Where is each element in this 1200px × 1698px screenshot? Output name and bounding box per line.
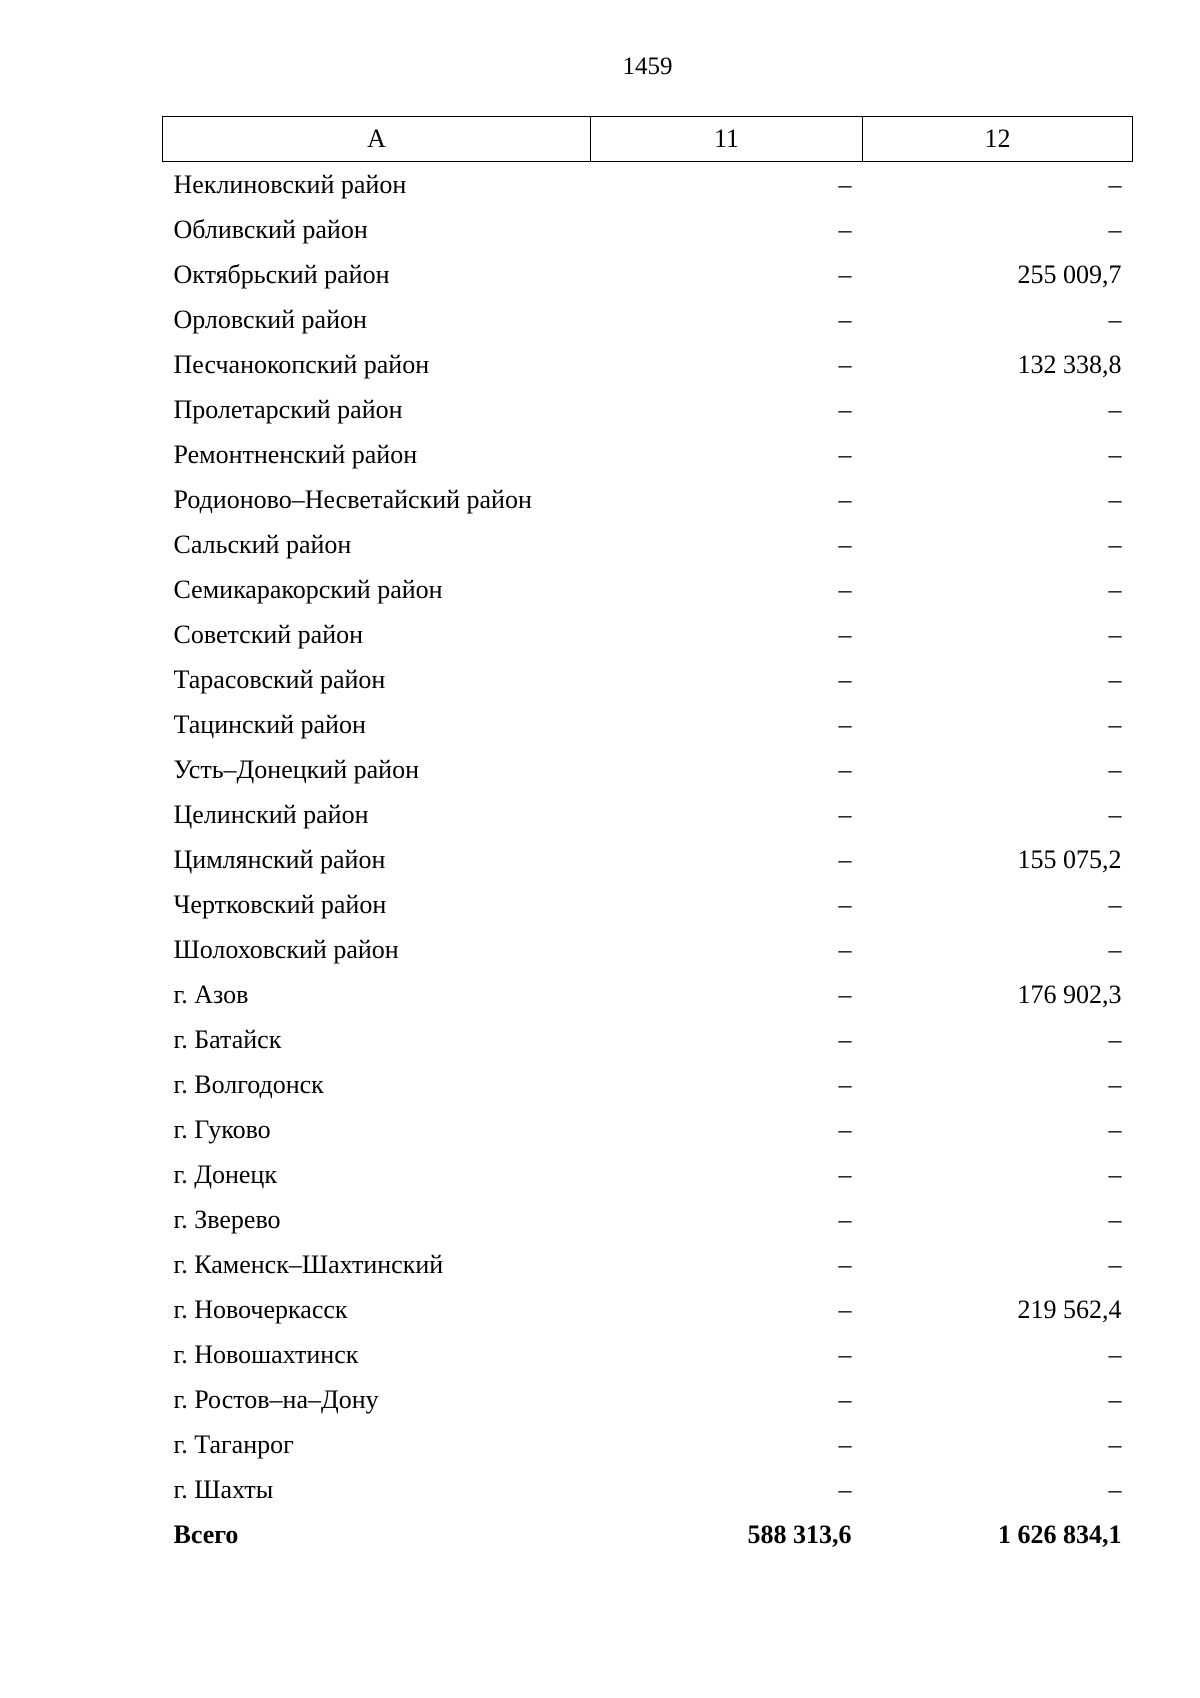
table-row (163, 1152, 1133, 1197)
column-12-cell: 219 562,4 (1017, 1295, 1122, 1324)
column-11-cell: – (838, 935, 852, 964)
column-11-cell: – (838, 575, 852, 604)
column-12-cell: – (1108, 1070, 1122, 1099)
column-11-cell: – (838, 665, 852, 694)
row-name-cell: г. Зверево (173, 1205, 281, 1234)
table-row (163, 972, 1133, 1017)
table-row (163, 432, 1133, 477)
table-row (163, 297, 1133, 342)
row-name-cell: г. Гуково (173, 1115, 271, 1144)
column-11-cell: – (838, 350, 852, 379)
table-row (163, 1287, 1133, 1332)
column-11-cell: – (838, 305, 852, 334)
table-row (163, 1377, 1133, 1422)
table-row (163, 882, 1133, 927)
row-name-cell: г. Шахты (173, 1475, 274, 1504)
table-body (163, 162, 1133, 1558)
row-name-cell: г. Батайск (173, 1025, 282, 1054)
column-12-cell: – (1108, 305, 1122, 334)
column-12-cell: – (1108, 1340, 1122, 1369)
column-11-cell: – (838, 1115, 852, 1144)
table-row (163, 792, 1133, 837)
column-12-cell: – (1108, 440, 1122, 469)
column-12-cell: – (1108, 935, 1122, 964)
column-11-cell: – (838, 485, 852, 514)
row-name-cell: Песчанокопский район (173, 350, 430, 379)
row-name-cell: Чертковский район (173, 890, 387, 919)
table-row (163, 1017, 1133, 1062)
column-11-cell: – (838, 890, 852, 919)
column-11-cell: – (838, 1475, 852, 1504)
column-12-cell: – (1108, 530, 1122, 559)
row-name-cell: г. Азов (173, 980, 249, 1009)
row-name-cell: Пролетарский район (173, 395, 403, 424)
table-row (163, 657, 1133, 702)
column-12-cell: – (1108, 710, 1122, 739)
column-12-cell: – (1108, 890, 1122, 919)
column-11-cell: – (838, 1340, 852, 1369)
page-number: 1459 (622, 53, 673, 80)
column-11-cell: – (838, 1385, 852, 1414)
column-12-cell: – (1108, 1205, 1122, 1234)
column-11-cell: – (838, 710, 852, 739)
column-12-cell: – (1108, 575, 1122, 604)
column-12-cell: 155 075,2 (1017, 845, 1122, 874)
table-row (163, 1332, 1133, 1377)
column-12-cell: – (1108, 1250, 1122, 1279)
row-name-cell: г. Новочеркасск (173, 1295, 348, 1324)
column-12-cell: – (1108, 1160, 1122, 1189)
column-12-cell: – (1108, 755, 1122, 784)
row-name-cell: г. Донецк (173, 1160, 277, 1189)
column-11-cell: – (838, 845, 852, 874)
column-11-cell: – (838, 440, 852, 469)
row-name-cell: Октябрьский район (173, 260, 390, 289)
table-row (163, 477, 1133, 522)
row-name-cell: Неклиновский район (173, 170, 407, 199)
budget-table (162, 116, 1133, 1557)
row-name-cell: Цимлянский район (173, 845, 386, 874)
total-row (163, 1512, 1133, 1557)
column-11-cell: – (838, 530, 852, 559)
table-row (163, 387, 1133, 432)
column-12-cell: – (1108, 1025, 1122, 1054)
row-name-cell: Семикаракорский район (173, 575, 443, 604)
column-12-cell: 1 626 834,1 (998, 1520, 1122, 1549)
column-12-cell: – (1108, 170, 1122, 199)
table-row (163, 252, 1133, 297)
column-11-cell: – (838, 395, 852, 424)
table-row (163, 342, 1133, 387)
column-12-cell: – (1108, 800, 1122, 829)
column-12-cell: 132 338,8 (1017, 350, 1122, 379)
table-row (163, 1422, 1133, 1467)
column-12-cell: – (1108, 665, 1122, 694)
table-row (163, 612, 1133, 657)
column-12-cell: 255 009,7 (1017, 260, 1122, 289)
column-12-cell: – (1108, 1430, 1122, 1459)
column-11-cell: – (838, 1070, 852, 1099)
table-row (163, 1107, 1133, 1152)
column-11-cell: – (838, 1160, 852, 1189)
column-11-cell: – (838, 980, 852, 1009)
row-name-cell: Тарасовский район (173, 665, 386, 694)
column-11-cell: – (838, 620, 852, 649)
column-header-11: 11 (591, 117, 863, 162)
row-name-cell: Обливский район (173, 215, 368, 244)
column-11-cell: – (838, 755, 852, 784)
row-name-cell: г. Ростов–на–Дону (173, 1385, 379, 1414)
row-name-cell: Всего (173, 1520, 239, 1549)
row-name-cell: г. Каменск–Шахтинский (173, 1250, 444, 1279)
column-12-cell: – (1108, 620, 1122, 649)
column-11-cell: – (838, 1295, 852, 1324)
column-11-cell: – (838, 800, 852, 829)
row-name-cell: Усть–Донецкий район (173, 755, 419, 784)
row-name-cell: Целинский район (173, 800, 369, 829)
column-11-cell: 588 313,6 (747, 1520, 852, 1549)
column-12-cell: – (1108, 395, 1122, 424)
table-row (163, 207, 1133, 252)
row-name-cell: Шолоховский район (173, 935, 399, 964)
table-row (163, 1062, 1133, 1107)
table-row (163, 1467, 1133, 1512)
row-name-cell: Советский район (173, 620, 364, 649)
table-row (163, 702, 1133, 747)
column-12-cell: – (1108, 1385, 1122, 1414)
column-12-cell: – (1108, 1475, 1122, 1504)
column-11-cell: – (838, 215, 852, 244)
column-11-cell: – (838, 260, 852, 289)
row-name-cell: г. Волгодонск (173, 1070, 324, 1099)
table-row (163, 162, 1133, 208)
column-11-cell: – (838, 1430, 852, 1459)
table-row (163, 1242, 1133, 1287)
column-12-cell: – (1108, 215, 1122, 244)
row-name-cell: Ремонтненский район (173, 440, 418, 469)
table-row (163, 747, 1133, 792)
column-12-cell: 176 902,3 (1017, 980, 1122, 1009)
row-name-cell: Сальский район (173, 530, 352, 559)
column-11-cell: – (838, 170, 852, 199)
column-11-cell: – (838, 1205, 852, 1234)
table-row (163, 837, 1133, 882)
column-12-cell: – (1108, 485, 1122, 514)
row-name-cell: г. Таганрог (173, 1430, 294, 1459)
column-11-cell: – (838, 1250, 852, 1279)
row-name-cell: г. Новошахтинск (173, 1340, 359, 1369)
table-row (163, 927, 1133, 972)
table-row (163, 522, 1133, 567)
row-name-cell: Родионово–Несветайский район (173, 485, 532, 514)
row-name-cell: Тацинский район (173, 710, 366, 739)
column-header-a: А (163, 117, 591, 162)
column-11-cell: – (838, 1025, 852, 1054)
column-12-cell: – (1108, 1115, 1122, 1144)
table-row (163, 1197, 1133, 1242)
column-header-12: 12 (863, 117, 1133, 162)
table-row (163, 567, 1133, 612)
row-name-cell: Орловский район (173, 305, 367, 334)
table-header-row (163, 117, 1133, 162)
